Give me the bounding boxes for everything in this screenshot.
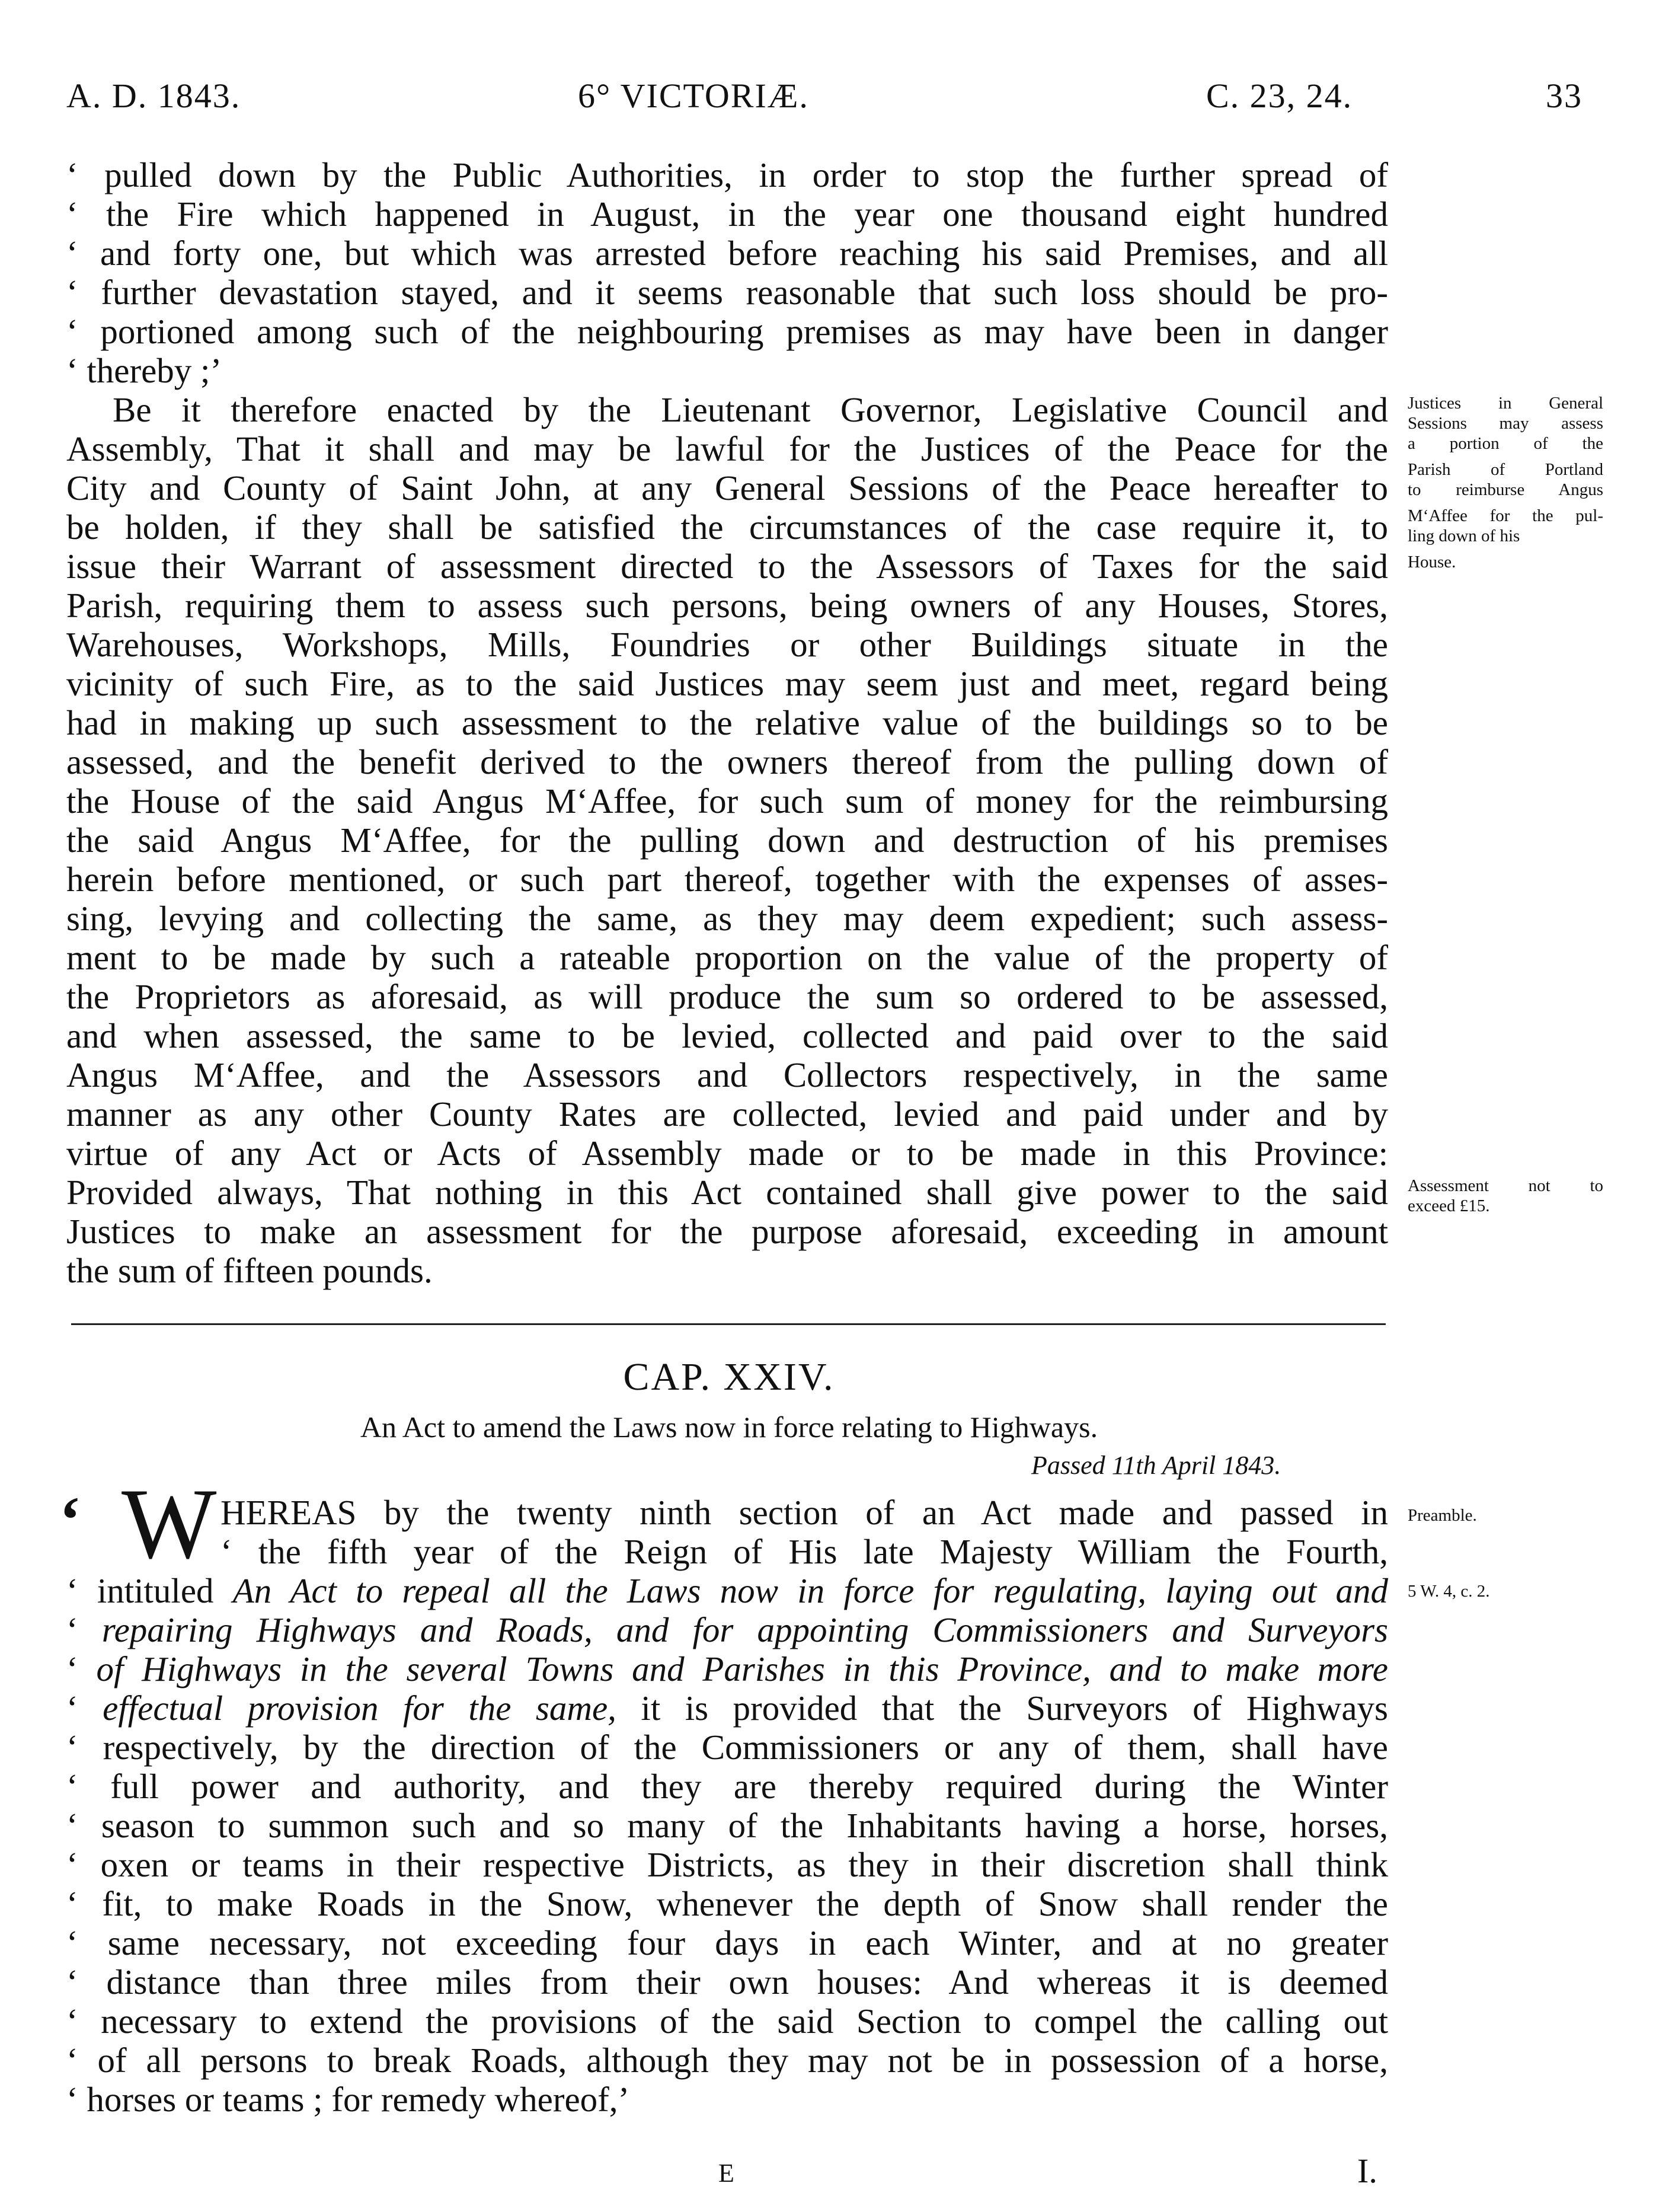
passed-date: Passed 11th April 1843. [1031, 1451, 1281, 1480]
margin-note-line: Assessment not to [1408, 1176, 1603, 1195]
text-line: Warehouses, Workshops, Mills, Foundries or other Buildings situate in the [66, 625, 1388, 664]
text-run: same necessary, not exceeding four days in each Winter, and at no greater [107, 1923, 1388, 1962]
margin-note-line: Parish of Portland [1408, 460, 1603, 479]
chapter-title: An Act to amend the Laws now in force relating to Highways. [360, 1410, 1098, 1444]
text-line: ‘ repairing Highways and Roads, and for appointing Commissioners and Surveyors [66, 1610, 1388, 1649]
text-run: oxen or teams in their respective Districts, as they in their discretion shall think [100, 1845, 1388, 1884]
text-line: had in making up such assessment to the relative value of the buildings so to be [66, 703, 1388, 742]
margin-note-line: M‘Affee for the pul- [1408, 506, 1603, 525]
text-line: ‘ horses or teams ; for remedy whereof,’ [66, 2080, 630, 2119]
text-line: the sum of fifteen pounds. [66, 1251, 433, 1290]
text-run: respectively, by the direction of the Commissioners or any of them, shall have [103, 1728, 1388, 1767]
text-line: HEREAS by the twenty ninth section of an Act made and passed in [220, 1493, 1388, 1532]
text-line: Parish, requiring them to assess such persons, being owners of any Houses, Stores, [66, 586, 1388, 625]
text-run: it is provided that the Surveyors of Highways [616, 1688, 1388, 1728]
text-run: fit, to make Roads in the Snow, whenever the depth of Snow shall render the [102, 1884, 1388, 1923]
text-line: manner as any other County Rates are collected, levied and paid under and by [66, 1094, 1388, 1134]
text-line: sing, levying and collecting the same, as they may deem expedient; such assess- [66, 899, 1388, 938]
text-line: ‘ portioned among such of the neighbouring premises as may have been in danger [66, 312, 1388, 351]
text-line: Provided always, That nothing in this Act contained shall give power to the said [66, 1173, 1388, 1212]
margin-note-preamble: Preamble. [1408, 1506, 1477, 1525]
margin-note-line: Sessions may assess [1408, 414, 1603, 433]
text-run: horses or teams ; for remedy whereof,’ [87, 2080, 630, 2119]
margin-note-line: a portion of the [1408, 434, 1603, 453]
text-line: ‘ the fifth year of the Reign of His late Majesty William the Fourth, [220, 1532, 1388, 1571]
text-line: ‘ respectively, by the direction of the Commissioners or any of them, shall have [66, 1728, 1388, 1767]
opening-quote-mark: ‘ [59, 1483, 81, 1556]
act-title-italic: repairing Highways and Roads, and for appointing Commissioners and Surveyors [101, 1610, 1388, 1649]
text-line: Angus M‘Affee, and the Assessors and Collectors respectively, in the same [66, 1055, 1388, 1094]
header-chapters: C. 23, 24. [1206, 76, 1353, 115]
text-line: issue their Warrant of assessment directed to the Assessors of Taxes for the said [66, 547, 1388, 586]
drop-cap-letter: W [122, 1468, 217, 1579]
text-line: ‘ pulled down by the Public Authorities, in order to stop the further spread of [66, 155, 1388, 194]
header-year: A. D. 1843. [66, 76, 241, 115]
text-line: ‘ fit, to make Roads in the Snow, whenever the depth of Snow shall render the [66, 1884, 1388, 1923]
act-title-italic: of Highways in the several Towns and Parishes in this Province, and to make more [96, 1649, 1388, 1688]
text-line: ‘ and forty one, but which was arrested before reaching his said Premises, and all [66, 234, 1388, 273]
signature-mark: E [718, 2159, 734, 2188]
text-line: the said Angus M‘Affee, for the pulling down and destruction of his premises [66, 821, 1388, 860]
text-line: ‘ thereby ;’ [66, 351, 222, 390]
text-line: ‘ further devastation stayed, and it seems reasonable that such loss should be pro- [66, 273, 1388, 312]
text-line: virtue of any Act or Acts of Assembly made or to be made in this Province: [66, 1134, 1388, 1173]
text-line: ment to be made by such a rateable proportion on the value of the property of [66, 938, 1388, 977]
text-run: of all persons to break Roads, although they may not be in possession of a horse, [97, 2041, 1388, 2080]
text-line: ‘ intituled An Act to repeal all the Laws now in force for regulating, laying out and [66, 1571, 1388, 1610]
text-line: ‘ of Highways in the several Towns and Parishes in this Province, and to make more [66, 1649, 1388, 1688]
text-run: full power and authority, and they are thereby required during the Winter [110, 1767, 1388, 1806]
text-line: ‘ effectual provision for the same, it is provided that the Surveyors of Highways [66, 1688, 1388, 1728]
section-divider [71, 1323, 1386, 1325]
text-line: ‘ season to summon such and so many of the Inhabitants having a horse, horses, [66, 1806, 1388, 1845]
chapter-heading: CAP. XXIV. [623, 1355, 835, 1399]
text-line: City and County of Saint John, at any General Sessions of the Peace hereafter to [66, 468, 1388, 507]
text-run: intituled [97, 1571, 233, 1610]
text-line: Justices to make an assessment for the purpose aforesaid, exceeding in amount [66, 1212, 1388, 1251]
margin-note-statute: 5 W. 4, c. 2. [1408, 1582, 1490, 1601]
page-number: 33 [1546, 76, 1583, 115]
text-run: distance than three miles from their own houses: And whereas it is deemed [106, 1962, 1388, 2002]
text-run: necessary to extend the provisions of the said Section to compel the calling out [101, 2002, 1389, 2041]
text-line: ‘ distance than three miles from their own houses: And whereas it is deemed [66, 1962, 1388, 2002]
text-line: Be it therefore enacted by the Lieutenant Governor, Legislative Council and [113, 390, 1388, 429]
margin-note-line: House. [1408, 553, 1456, 572]
margin-note-line: ling down of his [1408, 526, 1520, 545]
margin-note-line: to reimburse Angus [1408, 480, 1603, 499]
text-line: vicinity of such Fire, as to the said Justices may seem just and meet, regard being [66, 664, 1388, 703]
catchword: I. [1357, 2152, 1377, 2190]
margin-note-line: Justices in General [1408, 394, 1603, 413]
text-line: the Proprietors as aforesaid, as will produce the sum so ordered to be assessed, [66, 977, 1388, 1016]
margin-note-line: exceed £15. [1408, 1196, 1490, 1215]
text-line: ‘ same necessary, not exceeding four days in each Winter, and at no greater [66, 1923, 1388, 1962]
text-line: assessed, and the benefit derived to the owners thereof from the pulling down of [66, 742, 1388, 781]
text-line: ‘ full power and authority, and they are thereby required during the Winter [66, 1767, 1388, 1806]
text-line: ‘ of all persons to break Roads, although they may not be in possession of a horse, [66, 2041, 1388, 2080]
header-reign: 6° VICTORIÆ. [578, 76, 809, 115]
text-line: ‘ oxen or teams in their respective Districts, as they in their discretion shall think [66, 1845, 1388, 1884]
text-line: herein before mentioned, or such part thereof, together with the expenses of asses- [66, 860, 1388, 899]
text-line: ‘ the Fire which happened in August, in the year one thousand eight hundred [66, 194, 1388, 234]
text-line: the House of the said Angus M‘Affee, for such sum of money for the reimbursing [66, 781, 1388, 821]
act-title-italic: effectual provision for the same, [103, 1688, 616, 1728]
text-run: season to summon such and so many of the Inhabitants having a horse, horses, [101, 1806, 1388, 1845]
text-line: ‘ necessary to extend the provisions of the said Section to compel the calling out [66, 2002, 1389, 2041]
text-line: and when assessed, the same to be levied, collected and paid over to the said [66, 1016, 1388, 1055]
text-line: be holden, if they shall be satisfied the circumstances of the case require it, to [66, 507, 1388, 547]
act-title-italic: An Act to repeal all the Laws now in force for regulating, laying out and [232, 1571, 1388, 1610]
text-line: Assembly, That it shall and may be lawful for the Justices of the Peace for the [66, 429, 1388, 468]
